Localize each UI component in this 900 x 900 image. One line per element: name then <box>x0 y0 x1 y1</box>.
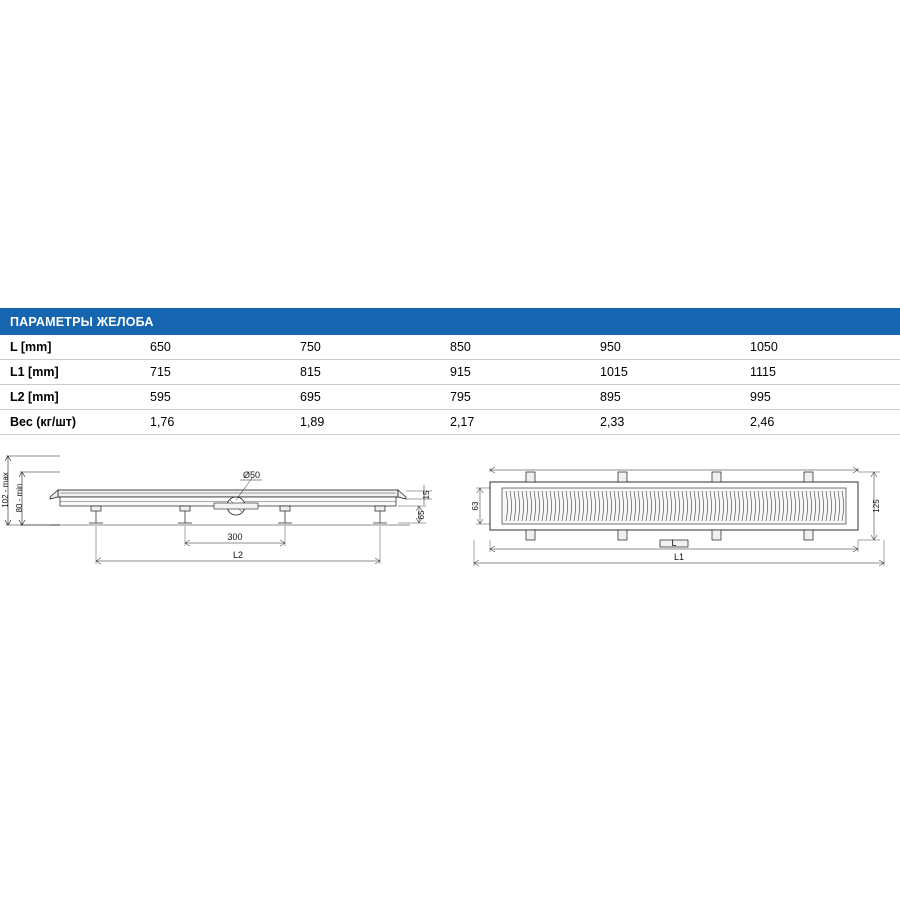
row-label-weight: Вес (кг/шт) <box>0 410 150 435</box>
cell-l-1: 650 <box>150 335 300 360</box>
row-label-l: L [mm] <box>0 335 150 360</box>
row-label-l1: L1 [mm] <box>0 360 150 385</box>
cell-l-2: 750 <box>300 335 450 360</box>
table-row <box>0 385 900 410</box>
table-header-row <box>0 308 900 335</box>
technical-drawings <box>0 430 900 610</box>
channel-parameters-table <box>0 308 900 435</box>
label-dim-l2: L2 <box>232 550 244 560</box>
cell-l1-1: 715 <box>150 360 300 385</box>
cell-weight-5: 2,46 <box>750 410 900 435</box>
cell-l1-2: 815 <box>300 360 450 385</box>
cell-weight-4: 2,33 <box>600 410 750 435</box>
cell-l2-4: 895 <box>600 385 750 410</box>
cell-l-4: 950 <box>600 335 750 360</box>
cell-l1-5: 1115 <box>750 360 900 385</box>
label-height-min: 80 - min <box>15 483 24 513</box>
cell-weight-3: 2,17 <box>450 410 600 435</box>
label-dim-300: 300 <box>227 532 243 542</box>
table-row <box>0 360 900 385</box>
cell-l-3: 850 <box>450 335 600 360</box>
cell-l1-4: 1015 <box>600 360 750 385</box>
table-row <box>0 335 900 360</box>
label-height-max: 102 - max <box>1 472 10 508</box>
label-dim-l1: L1 <box>673 552 685 562</box>
table-title: ПАРАМЕТРЫ ЖЕЛОБА <box>0 308 900 335</box>
side-section-drawing <box>0 430 460 610</box>
label-outlet-diameter: Ø50 <box>243 470 261 480</box>
cell-l-5: 1050 <box>750 335 900 360</box>
label-right-125: 125 <box>872 499 881 513</box>
cell-l2-1: 595 <box>150 385 300 410</box>
cell-l2-3: 795 <box>450 385 600 410</box>
label-top-right-15: 15 <box>422 490 431 500</box>
label-dim-l: L <box>671 538 677 548</box>
cell-l1-3: 915 <box>450 360 600 385</box>
top-grate-drawing <box>460 430 900 610</box>
parameters-table <box>0 308 900 435</box>
cell-l2-2: 695 <box>300 385 450 410</box>
label-right-65: 65 <box>417 510 426 520</box>
row-label-l2: L2 [mm] <box>0 385 150 410</box>
cell-weight-2: 1,89 <box>300 410 450 435</box>
label-left-63: 63 <box>471 501 480 511</box>
cell-weight-1: 1,76 <box>150 410 300 435</box>
cell-l2-5: 995 <box>750 385 900 410</box>
